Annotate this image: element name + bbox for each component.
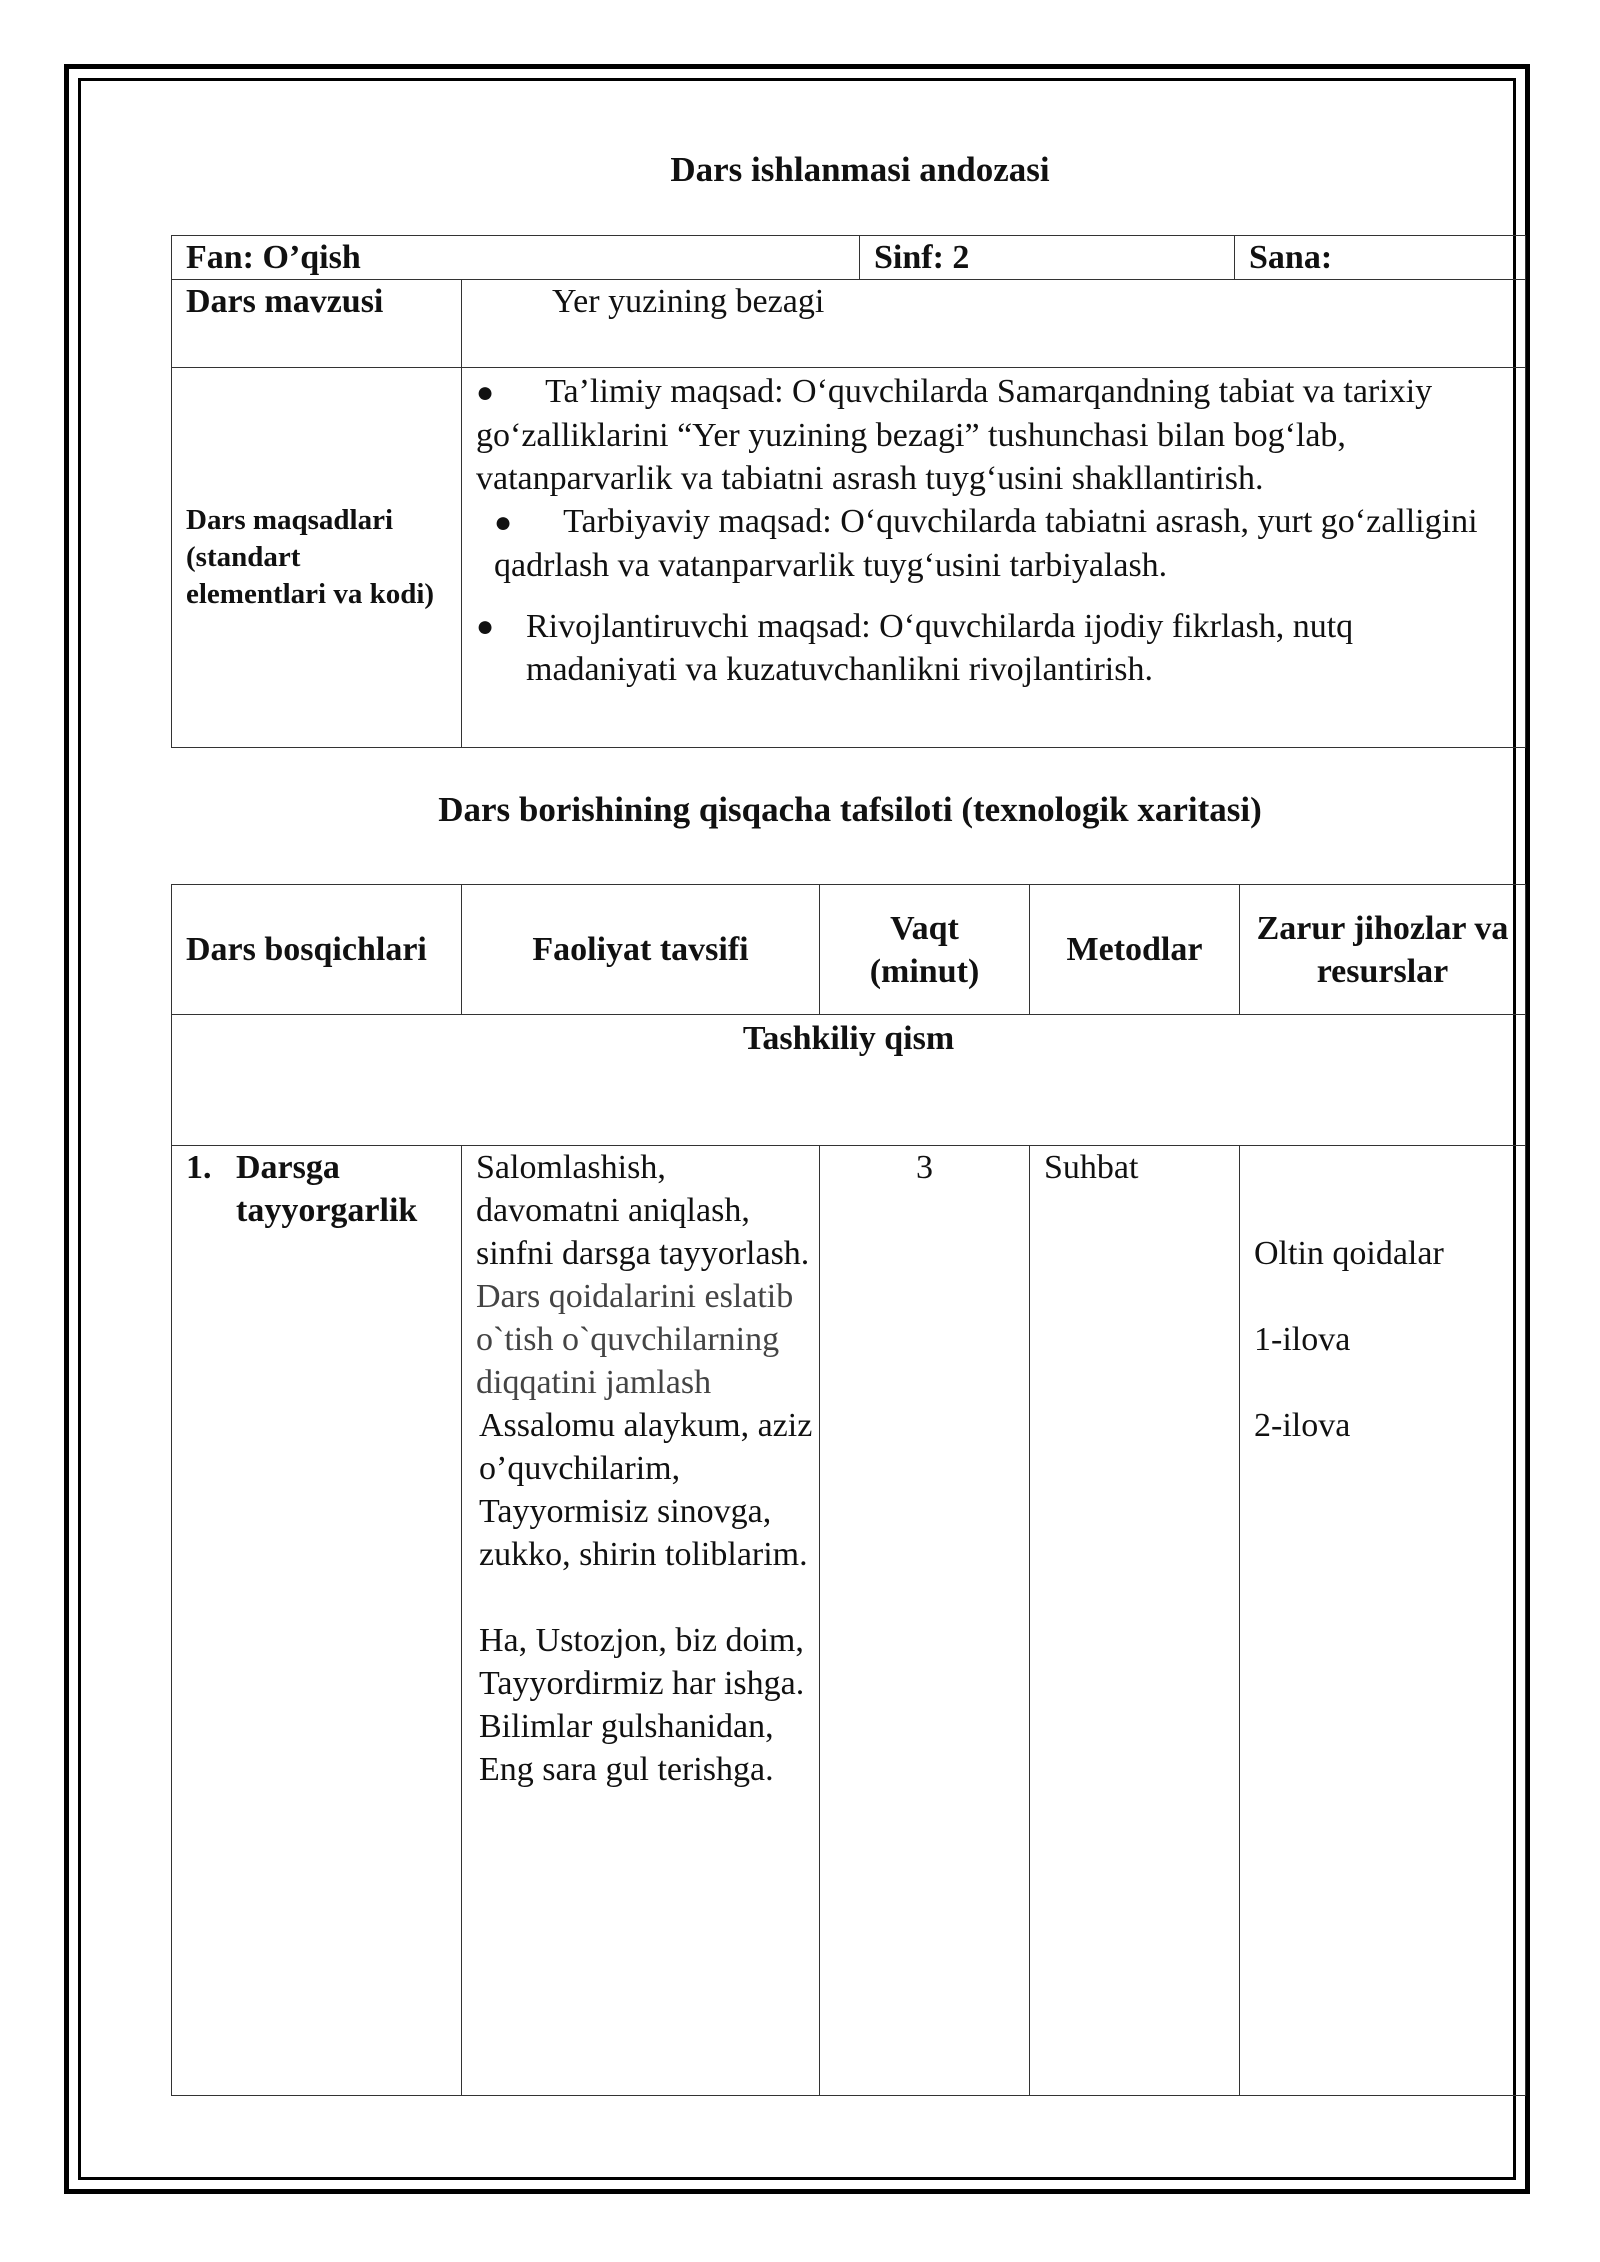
flow-header-row: [172, 885, 1526, 1015]
bullet-icon: ●: [476, 610, 495, 643]
activity-rules-text: Dars qoidalarini eslatib o`tish o`quvchilarning diqqatini jamlash: [476, 1278, 794, 1401]
stage-number: 1.: [186, 1149, 212, 1186]
goals-cell: [462, 368, 1526, 748]
goal-text: Rivojlantiruvchi maqsad: O‘quvchilarda ijodiy fikrlash, nutq madaniyati va kuzatuvchanlikni rivojlantirish.: [526, 608, 1354, 688]
goal-item: [476, 370, 1511, 500]
resource-item: 2-ilova: [1254, 1407, 1351, 1444]
goal-item: [476, 500, 1511, 587]
method-cell: Suhbat: [1030, 1146, 1240, 2096]
topic-row: [172, 280, 1526, 368]
subject-cell: Fan: O’qish: [172, 236, 860, 280]
goals-row: [172, 368, 1526, 748]
greeting-poem: Assalomu alaykum, aziz o’quvchilarim, Tayyormisiz sinovga, zukko, shirin toliblarim.: [479, 1407, 813, 1573]
date-cell: Sana:: [1235, 236, 1526, 280]
resource-item: Oltin qoidalar: [1254, 1235, 1444, 1272]
goals-label: Dars maqsadlari (standart elementlari va kodi): [172, 368, 462, 748]
header-stage: Dars bosqichlari: [172, 885, 462, 1015]
response-poem: Ha, Ustozjon, biz doim, Tayyordirmiz har ishga. Bilimlar gulshanidan, Eng sara gul terishga.: [479, 1622, 805, 1788]
section-title: Dars borishining qisqacha tafsiloti (texnologik xaritasi): [438, 790, 1262, 829]
grade-cell: Sinf: 2: [860, 236, 1235, 280]
section-row-label: Tashkiliy qism: [172, 1015, 1526, 1146]
document-title: Dars ishlanmasi andozasi: [670, 150, 1050, 189]
bullet-icon: ●: [476, 376, 495, 409]
stage-cell: [172, 1146, 462, 2096]
activity-cell: [462, 1146, 820, 2096]
header-methods: Metodlar: [1030, 885, 1240, 1015]
topic-value: Yer yuzining bezagi: [462, 280, 1526, 368]
lesson-info-table: [171, 235, 1526, 748]
bullet-icon: ●: [494, 506, 513, 539]
header-resources: Zarur jihozlar va resurslar: [1240, 885, 1526, 1015]
table-row: [172, 1146, 1526, 2096]
resource-item: 1-ilova: [1254, 1321, 1351, 1358]
goal-item: [476, 605, 1511, 691]
time-cell: 3: [820, 1146, 1030, 2096]
goal-text: Tarbiyaviy maqsad: O‘quvchilarda tabiatni asrash, yurt go‘zalligini qadrlash va vatanparvarlik tuyg‘usini tarbiyalash.: [494, 503, 1478, 584]
activity-text: Salomlashish, davomatni aniqlash, sinfni darsga tayyorlash.: [476, 1149, 810, 1272]
header-time: Vaqt (minut): [820, 885, 1030, 1015]
info-header-row: [172, 236, 1526, 280]
resources-cell: [1240, 1146, 1526, 2096]
topic-label: Dars mavzusi: [172, 280, 462, 368]
header-activity: Faoliyat tavsifi: [462, 885, 820, 1015]
goal-text: Ta’limiy maqsad: O‘quvchilarda Samarqandning tabiat va tarixiy go‘zalliklarini “Yer yuzining bezagi” tushunchasi bilan bog‘lab, vatanparvarlik va tabiatni asrash tuyg‘usini shakllantirish.: [476, 373, 1433, 497]
section-row: [172, 1015, 1526, 1146]
stage-name: Darsga tayyorgarlik: [236, 1149, 418, 1229]
lesson-flow-table: [171, 884, 1526, 2096]
